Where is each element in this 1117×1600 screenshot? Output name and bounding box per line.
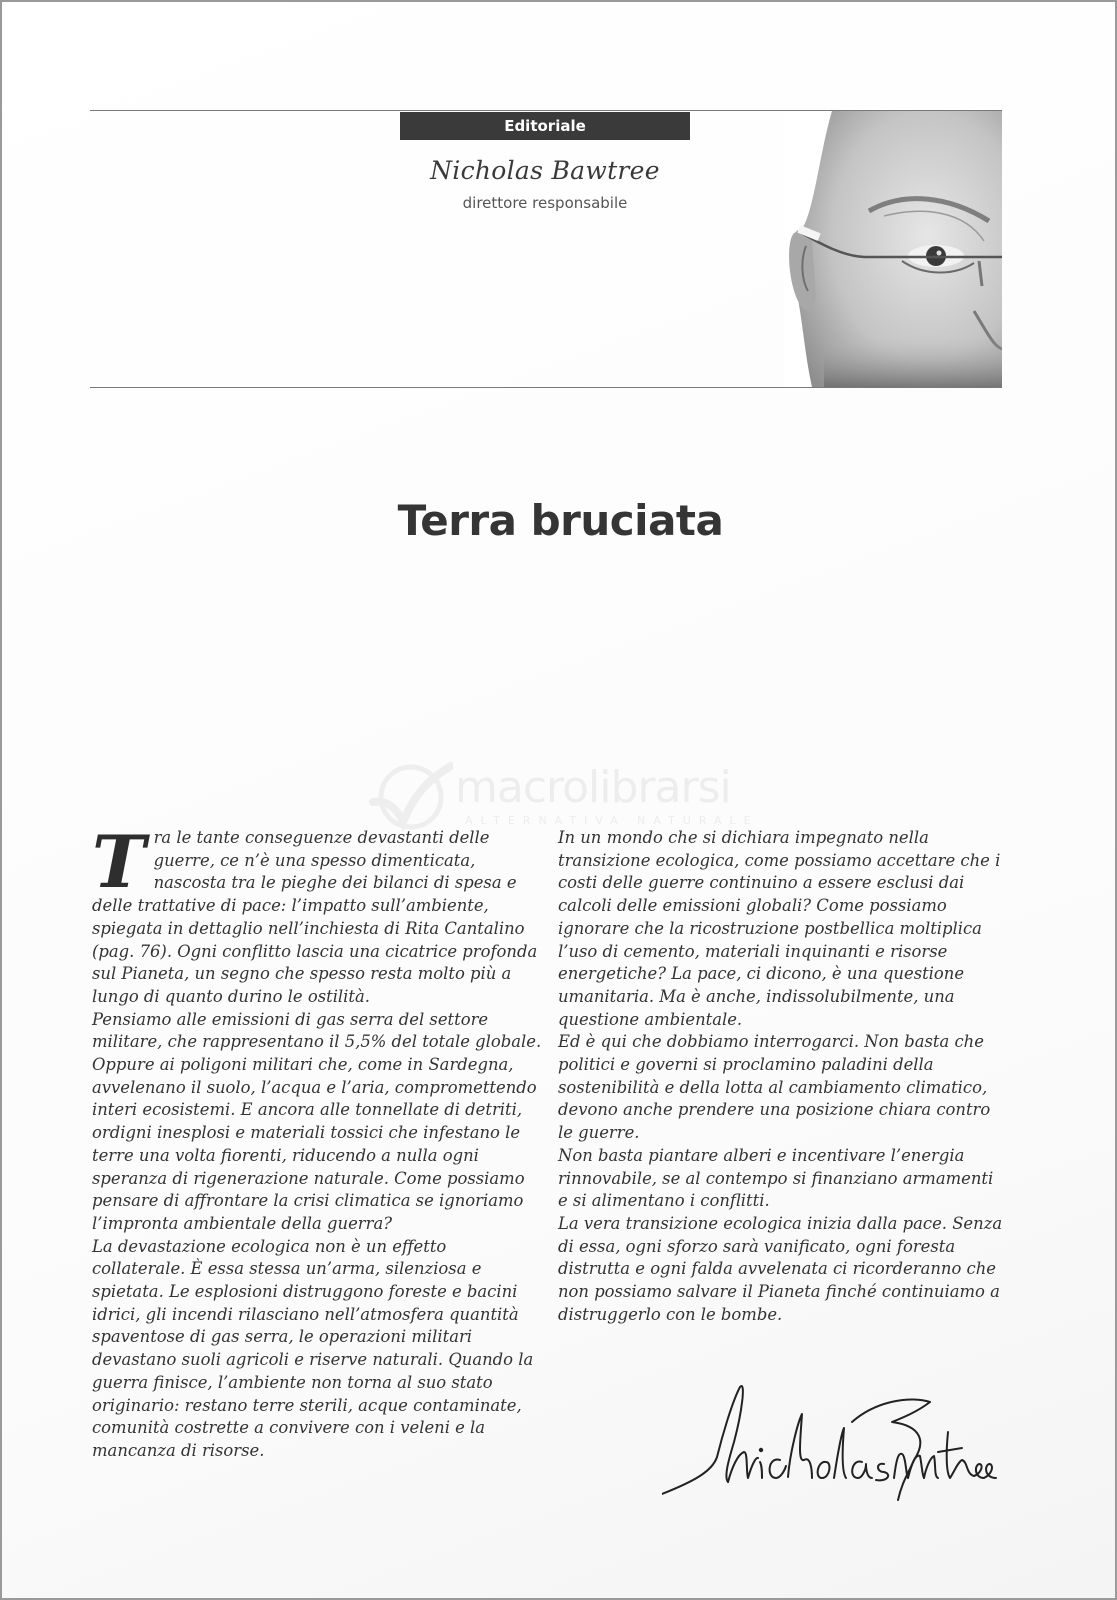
paragraph: La vera transizione ecologica inizia dalla pace. Senza di essa, ogni sforzo sarà vanificato, ogni foresta distrutta e ogni falda avvelenata ci ricorderanno che non possiamo salvare il Pianeta finché continuiamo a distruggerlo con le bombe. bbox=[558, 1213, 1003, 1324]
article-title: Terra bruciata bbox=[397, 496, 724, 545]
section-badge bbox=[400, 112, 690, 140]
paragraph: Pensiamo alle emissioni di gas serra del settore militare, che rappresentano il 5,5% del totale globale. Oppure ai poligoni militari che, come in Sardegna, avvelenano il suolo, l’acqua e l’aria, compromettendo interi ecosistemi. E ancora alle tonnellate di detriti, ordigni inesplosi e materiali tossici che infestano le terre una volta fiorenti, riducendo a nulla ogni speranza di rigenerazione naturale. Come possiamo pensare di affrontare la crisi climatica se ignoriamo l’impronta ambientale della guerra? bbox=[92, 1009, 542, 1233]
article-column-right bbox=[558, 827, 1008, 1326]
paragraph: Non basta piantare alberi e incentivare l’energia rinnovabile, se al contempo si finanziano armamenti e si alimentano i conflitti. bbox=[558, 1145, 994, 1211]
paragraph: La devastazione ecologica non è un effetto collaterale. È essa stessa un’arma, silenziosa e spietata. Le esplosioni distruggono foreste e bacini idrici, gli incendi rilasciano nell’atmosfera quantità spaventose di gas serra, le operazioni militari devastano suoli agricoli e riserve naturali. Quando la guerra finisce, l’ambiente non torna al suo stato originario: restano terre sterili, acque contaminate, comunità costrette a convivere con i veleni e la mancanza di risorse. bbox=[92, 1236, 534, 1460]
author-portrait bbox=[784, 111, 1002, 387]
watermark-name: macrolibrarsi bbox=[455, 762, 731, 813]
author-signature bbox=[662, 1382, 1002, 1502]
paragraph: ra le tante conseguenze devastanti delle guerre, ce n’è una spesso dimenticata, nascosta tra le pieghe dei bilanci di spesa e delle trattative di pace: l’impatto sull’ambiente, spiegata in dettaglio nell’inchiesta di Rita Cantalino (pag. 76). Ogni conflitto lascia una cicatrice profonda sul Pianeta, un segno che spesso resta molto più a lungo di quanto durino le ostilità. bbox=[92, 828, 538, 1006]
paragraph: In un mondo che si dichiara impegnato nella transizione ecologica, come possiamo accettare che i costi delle guerre continuino a essere esclusi dai calcoli delle emissioni globali? Come possiamo ignorare che la ricostruzione postbellica moltiplica l’uso di cemento, materiali inquinanti e risorse energetiche? La pace, ci dicono, è una questione umanitaria. Ma è anche, indissolubilmente, una questione ambientale. bbox=[558, 828, 1001, 1029]
author-role: direttore responsabile bbox=[462, 194, 628, 212]
header-bottom-rule bbox=[90, 387, 1002, 388]
author-name: Nicholas Bawtree bbox=[430, 156, 660, 185]
signature-icon bbox=[662, 1382, 1002, 1502]
watermark-check-icon bbox=[367, 762, 453, 832]
paragraph: Ed è qui che dobbiamo interrogarci. Non basta che politici e governi si proclamino paladini della sostenibilità e della lotta al cambiamento climatico, devono anche prendere una posizione chiara contro le guerre. bbox=[558, 1032, 991, 1143]
portrait-photo-icon bbox=[784, 111, 1002, 387]
drop-cap: T bbox=[92, 819, 146, 904]
article-column-left bbox=[92, 819, 542, 1463]
section-label: Editoriale bbox=[504, 117, 586, 135]
watermark bbox=[367, 762, 767, 832]
watermark-tagline: ALTERNATIVA NATURALE bbox=[465, 814, 759, 827]
